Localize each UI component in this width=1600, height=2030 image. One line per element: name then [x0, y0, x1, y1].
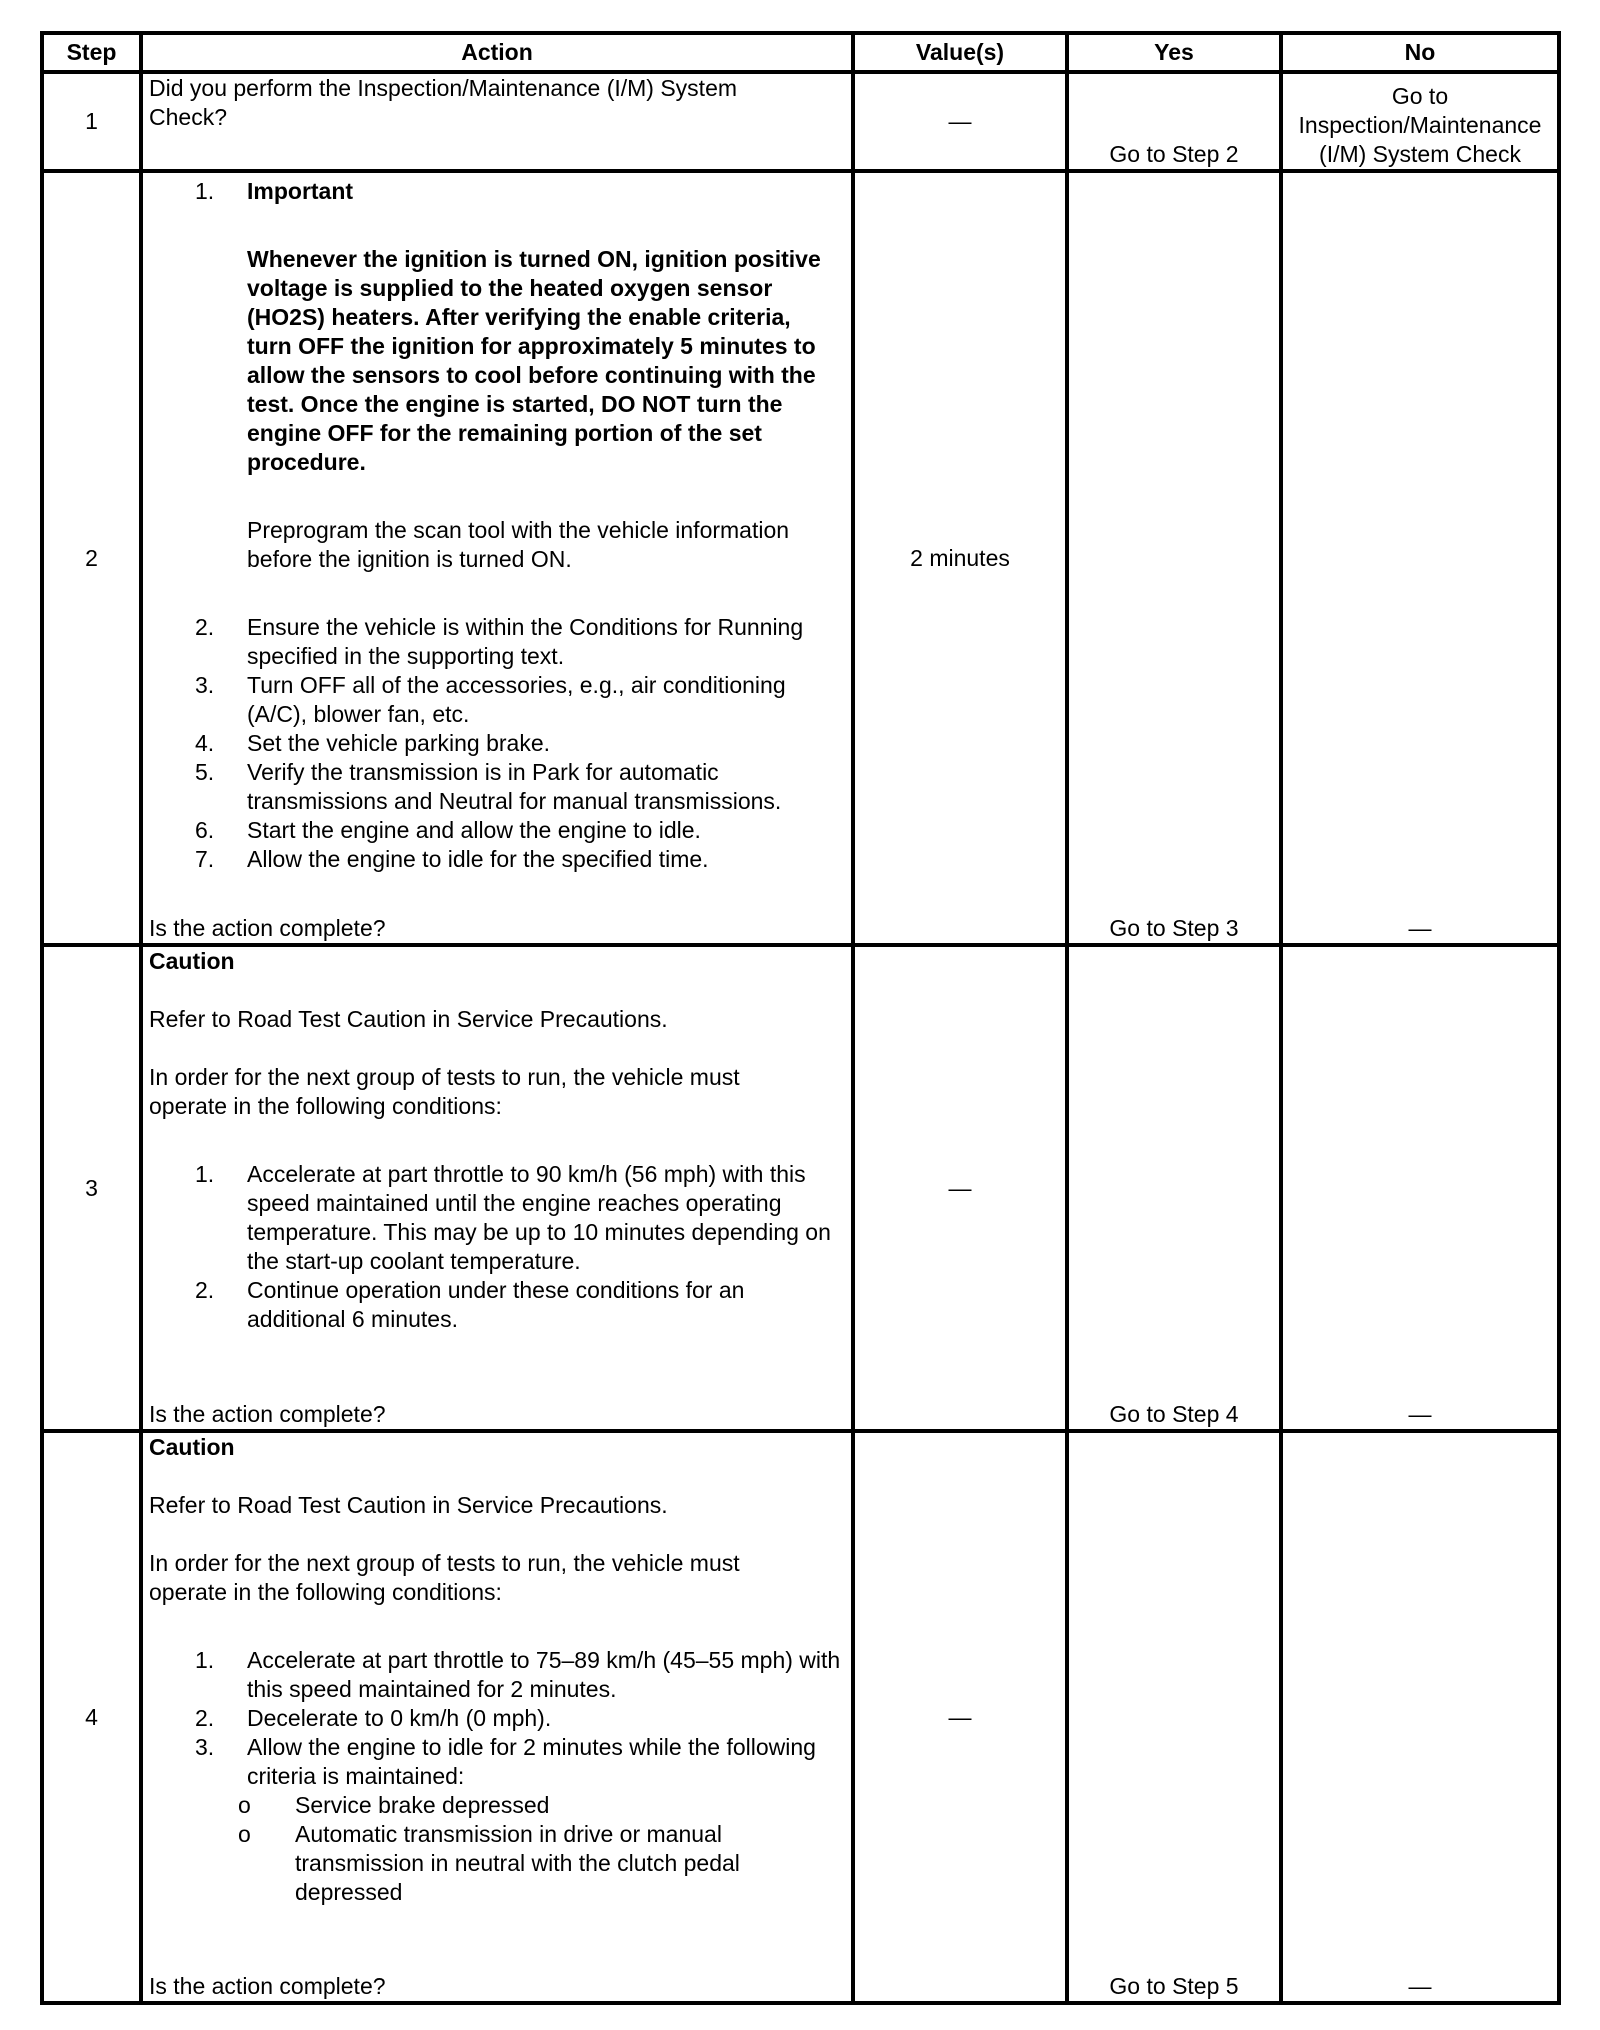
- list-number: 4.: [195, 730, 215, 756]
- sublist-text: Service brake depressed: [295, 1792, 550, 1818]
- list-item: [195, 1704, 845, 1733]
- criteria-sublist: [238, 1791, 845, 1907]
- header-values: Value(s): [853, 33, 1067, 72]
- no-cell: Go to Inspection/Maintenance (I/M) System Check: [1281, 72, 1559, 171]
- list-number: 6.: [195, 817, 215, 843]
- list-text: Accelerate at part throttle to 75–89 km/h (45–55 mph) with this speed maintained for 2 minutes.: [247, 1647, 841, 1702]
- caution-title: Caution: [149, 948, 235, 974]
- list-number: 3.: [195, 672, 215, 698]
- list-number: 1.: [195, 178, 215, 204]
- list-number: 3.: [195, 1734, 215, 1760]
- procedure-list: [149, 613, 845, 874]
- completion-question: Is the action complete?: [149, 1973, 386, 1999]
- header-action: Action: [141, 33, 853, 72]
- list-text: Set the vehicle parking brake.: [247, 730, 551, 756]
- important-list: [149, 177, 845, 574]
- list-item: [195, 816, 845, 845]
- list-item: [195, 1646, 845, 1704]
- action-text: Did you perform the Inspection/Maintenance (I/M) System Check?: [149, 75, 738, 130]
- preprogram-text: Preprogram the scan tool with the vehicle information before the ignition is turned ON.: [247, 517, 790, 572]
- table-row-step-2: [42, 171, 1559, 945]
- value-cell: —: [853, 1431, 1067, 2003]
- table-row-step-4: [42, 1431, 1559, 2003]
- sublist-text: Automatic transmission in drive or manual transmission in neutral with the clutch pedal depressed: [295, 1821, 740, 1905]
- list-item: [195, 845, 845, 874]
- list-text: Accelerate at part throttle to 90 km/h (56 mph) with this speed maintained until the engine reaches operating temperature. This may be up to 10 minutes depending on the start-up coolant temperature.: [247, 1161, 831, 1274]
- important-text: Whenever the ignition is turned ON, ignition positive voltage is supplied to the heated oxygen sensor (HO2S) heaters. After verifying the enable criteria, turn OFF the ignition for approximately 5 minutes to allow the sensors to cool before continuing with the test. Once the engine is started, DO NOT turn the engine OFF for the remaining portion of the set procedure.: [247, 246, 821, 475]
- list-number: 5.: [195, 759, 215, 785]
- list-number: 2.: [195, 1277, 215, 1303]
- list-number: 7.: [195, 846, 215, 872]
- header-step: Step: [42, 33, 141, 72]
- list-text: Continue operation under these conditions for an additional 6 minutes.: [247, 1277, 745, 1332]
- diagnostic-procedure-table: [40, 31, 1561, 2005]
- step-number: 1: [42, 72, 141, 171]
- value-cell: —: [853, 945, 1067, 1431]
- action-cell: [141, 945, 853, 1431]
- action-cell: [141, 171, 853, 945]
- list-item: [195, 1160, 845, 1276]
- list-item: [195, 177, 845, 574]
- value-cell: 2 minutes: [853, 171, 1067, 945]
- caution-refer: Refer to Road Test Caution in Service Precautions.: [149, 1006, 668, 1032]
- no-cell: —: [1281, 1431, 1559, 2003]
- step-number: 3: [42, 945, 141, 1431]
- list-item: [195, 1276, 845, 1334]
- list-item: [195, 671, 845, 729]
- list-text: Start the engine and allow the engine to idle.: [247, 817, 701, 843]
- list-number: 1.: [195, 1161, 215, 1187]
- list-item: [195, 613, 845, 671]
- action-cell: [141, 72, 853, 171]
- list-text: Verify the transmission is in Park for automatic transmissions and Neutral for manual transmissions.: [247, 759, 782, 814]
- caution-refer: Refer to Road Test Caution in Service Precautions.: [149, 1492, 668, 1518]
- value-cell: —: [853, 72, 1067, 171]
- bullet-icon: o: [238, 1792, 251, 1818]
- list-number: 2.: [195, 614, 215, 640]
- completion-question: Is the action complete?: [149, 915, 386, 941]
- action-cell: [141, 1431, 853, 2003]
- no-cell: —: [1281, 945, 1559, 1431]
- step-number: 2: [42, 171, 141, 945]
- header-row: [42, 33, 1559, 72]
- list-text: Ensure the vehicle is within the Conditions for Running specified in the supporting text.: [247, 614, 804, 669]
- list-item: [195, 729, 845, 758]
- yes-cell: Go to Step 5: [1067, 1431, 1281, 2003]
- bullet-icon: o: [238, 1821, 251, 1847]
- no-cell: —: [1281, 171, 1559, 945]
- important-title: Important: [247, 178, 354, 204]
- conditions-list: [149, 1160, 845, 1334]
- list-text: Allow the engine to idle for the specified time.: [247, 846, 709, 872]
- list-item: [195, 1733, 845, 1907]
- table-row-step-1: [42, 72, 1559, 171]
- list-number: 1.: [195, 1647, 215, 1673]
- caution-title: Caution: [149, 1434, 235, 1460]
- sublist-item: [238, 1791, 845, 1820]
- conditions-intro: In order for the next group of tests to run, the vehicle must operate in the following conditions:: [149, 1550, 740, 1605]
- sublist-item: [238, 1820, 845, 1907]
- yes-cell: Go to Step 2: [1067, 72, 1281, 171]
- completion-question: Is the action complete?: [149, 1401, 386, 1427]
- list-text: Turn OFF all of the accessories, e.g., air conditioning (A/C), blower fan, etc.: [247, 672, 786, 727]
- conditions-list: [149, 1646, 845, 1907]
- conditions-intro: In order for the next group of tests to run, the vehicle must operate in the following conditions:: [149, 1064, 740, 1119]
- list-item: [195, 758, 845, 816]
- list-text: Allow the engine to idle for 2 minutes while the following criteria is maintained:: [247, 1734, 816, 1789]
- list-number: 2.: [195, 1705, 215, 1731]
- table-row-step-3: [42, 945, 1559, 1431]
- list-text: Decelerate to 0 km/h (0 mph).: [247, 1705, 552, 1731]
- header-yes: Yes: [1067, 33, 1281, 72]
- step-number: 4: [42, 1431, 141, 2003]
- yes-cell: Go to Step 3: [1067, 171, 1281, 945]
- yes-cell: Go to Step 4: [1067, 945, 1281, 1431]
- header-no: No: [1281, 33, 1559, 72]
